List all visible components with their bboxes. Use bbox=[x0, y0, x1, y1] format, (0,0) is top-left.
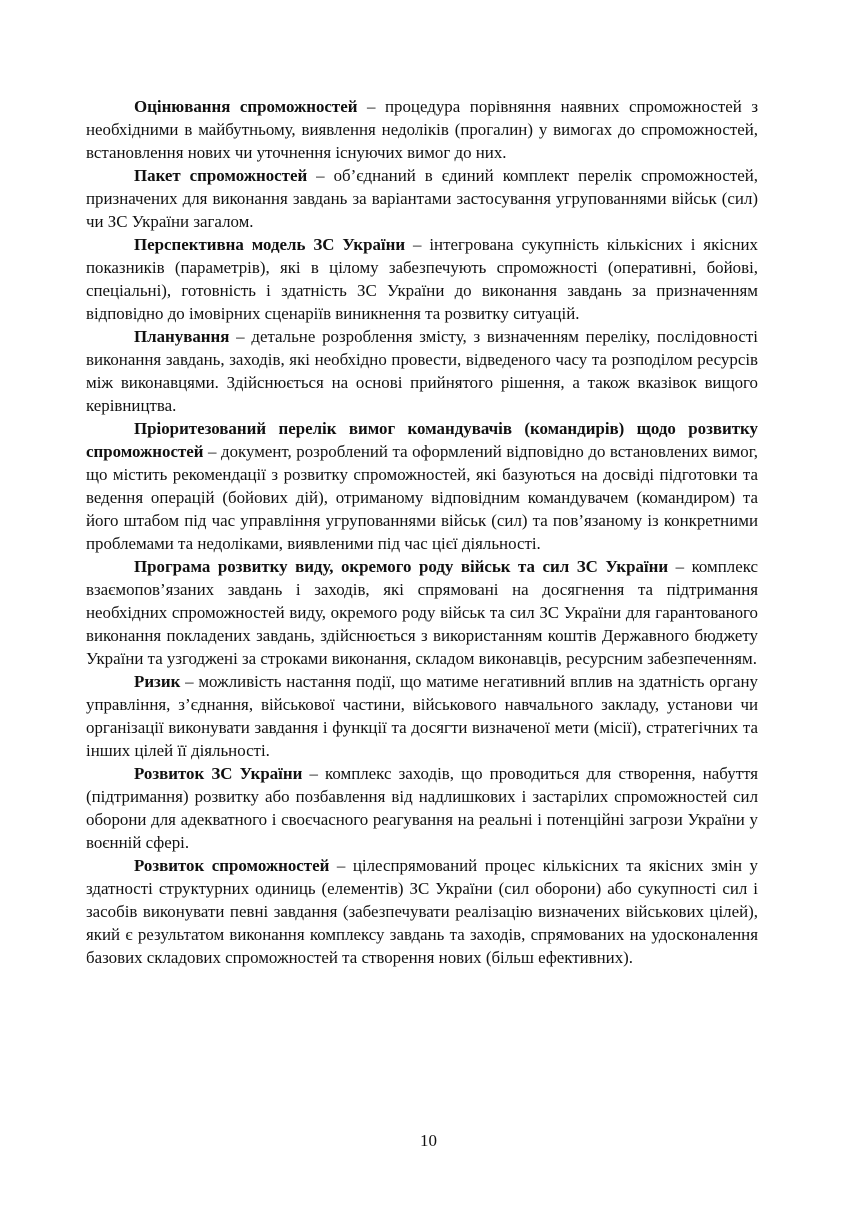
definition-text: – процедура порівняння наявних спроможностей з необхідними в майбутньому, виявлення недоліків (прогалин) у вимогах до спроможностей, встановлення нових чи уточнення існуючих вимог до них. bbox=[86, 97, 759, 162]
definition-paragraph bbox=[86, 417, 758, 555]
definition-paragraph bbox=[86, 233, 758, 325]
page-body bbox=[86, 95, 758, 969]
definition-term: Пріоритезований перелік вимог командувачів (командирів) щодо розвитку спроможностей bbox=[86, 419, 758, 461]
definition-paragraph bbox=[86, 164, 758, 233]
definition-term: Оцінювання спроможностей bbox=[134, 97, 358, 116]
definition-paragraph bbox=[86, 555, 758, 670]
definition-term: Ризик bbox=[134, 672, 181, 691]
definition-term: Пакет спроможностей bbox=[134, 166, 308, 185]
definition-term: Розвиток спроможностей bbox=[134, 856, 330, 875]
definition-text: – інтегрована сукупність кількісних і якісних показників (параметрів), які в цілому забезпечують спроможності (оперативні, бойові, спеціальні), готовність і здатність ЗС України до виконання завдань за призначенням відповідно до імовірних сценаріїв виникнення та розвитку ситуацій. bbox=[86, 235, 758, 323]
definition-text: – детальне розроблення змісту, з визначенням переліку, послідовності виконання завдань, заходів, які необхідно провести, відведеного часу та розподілом ресурсів між виконавцями. Здійснюється на основі прийнятого рішення, а також вказівок вищого керівництва. bbox=[86, 327, 758, 415]
definition-paragraph bbox=[86, 854, 758, 969]
definition-term: Програма розвитку виду, окремого роду військ та сил ЗС України bbox=[134, 557, 669, 576]
definition-paragraph bbox=[86, 95, 758, 164]
definition-paragraph bbox=[86, 762, 758, 854]
definition-text: – можливість настання події, що матиме негативний вплив на здатність органу управління, з’єднання, військової частини, військового навчального закладу, установи чи організації виконувати завдання і функції та досягти визначеної мети (місії), стратегічних та інших цілей її діяльності. bbox=[86, 672, 758, 760]
definition-term: Перспективна модель ЗС України bbox=[134, 235, 406, 254]
definition-text: – об’єднаний в єдиний комплект перелік спроможностей, призначених для виконання завдань за варіантами застосування угрупованнями військ (сил) чи ЗС України загалом. bbox=[86, 166, 758, 231]
definition-text: – документ, розроблений та оформлений відповідно до встановлених вимог, що містить рекомендації з розвитку спроможностей, які базуються на досвіді підготовки та ведення операцій (бойових дій), отриманому відповідним командувачем (командиром) та його штабом під час управління угрупованнями військ (сил) та пов’язаному із конкретними проблемами та недоліками, виявленими під час цієї діяльності. bbox=[86, 442, 758, 553]
definition-text: – цілеспрямований процес кількісних та якісних змін у здатності структурних одиниць (елементів) ЗС України (сил оборони) або сукупності сил і засобів виконувати певні завдання (забезпечувати реалізацію визначених військових цілей), який є результатом виконання комплексу завдань та заходів, спрямованих на удосконалення базових складових спроможностей та створення нових (більш ефективних). bbox=[86, 856, 758, 967]
definition-paragraph bbox=[86, 325, 758, 417]
definition-text: – комплекс взаємопов’язаних завдань і заходів, які спрямовані на досягнення та підтримання необхідних спроможностей виду, окремого роду військ та сил ЗС України для гарантованого виконання покладених завдань, здійснюється з використанням коштів Державного бюджету України та узгоджені за строками виконання, складом виконавців, ресурсним забезпеченням. bbox=[86, 557, 758, 668]
definition-paragraph bbox=[86, 670, 758, 762]
definition-term: Розвиток ЗС України bbox=[134, 764, 303, 783]
definition-term: Планування bbox=[134, 327, 230, 346]
page-number: 10 bbox=[420, 1131, 437, 1150]
definition-text: – комплекс заходів, що проводиться для створення, набуття (підтримання) розвитку або позбавлення від надлишкових і застарілих спроможностей сил оборони для адекватного і своєчасного реагування на реальні і потенційні загрози України у воєнній сфері. bbox=[86, 764, 759, 852]
